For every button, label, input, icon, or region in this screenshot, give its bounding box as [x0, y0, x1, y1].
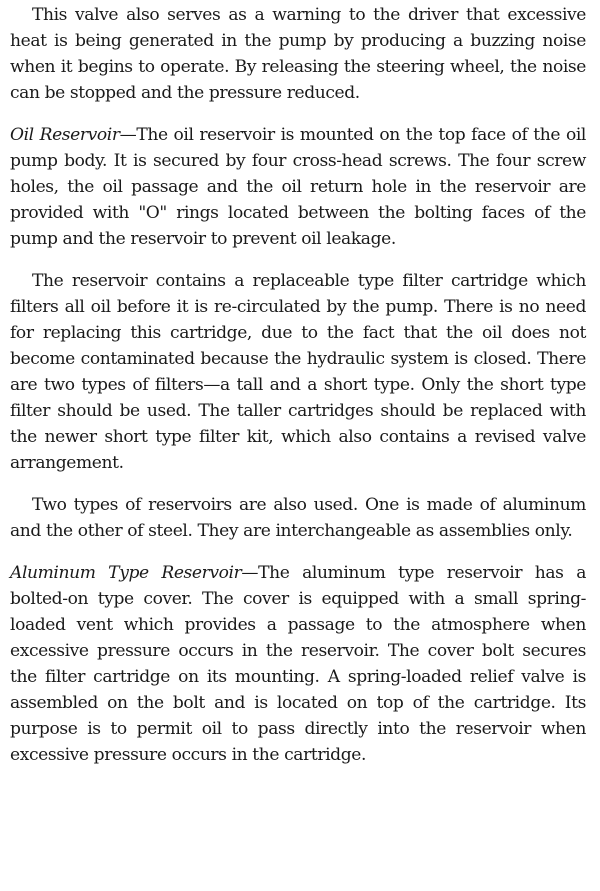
paragraph-text: The reservoir contains a replaceable type filter cartridge which filters all oil before it is re-circulated by the pump. There is no need for replacing this cartridge, due to the fact that the oil does not become contaminated because the hydraulic system is closed. There are two types of filters—a tall and a short type. Only the short type filter should be used. The taller cartridges should be replaced with the newer short type filter kit, which also contains a revised valve arrangement.: [10, 271, 586, 473]
paragraph-valve-warning: [10, 2, 586, 106]
section-heading-oil-reservoir: Oil Reservoir: [10, 125, 120, 145]
section-heading-aluminum-reservoir: Aluminum Type Reservoir: [10, 563, 242, 583]
document-page: [10, 2, 586, 768]
paragraph-oil-reservoir: [10, 122, 586, 252]
paragraph-text: This valve also serves as a warning to the driver that excessive heat is being generated in the pump by producing a buzzing noise when it begins to operate. By releasing the steering wheel, the noise can be stopped and the pressure reduced.: [10, 5, 586, 103]
paragraph-reservoir-types: [10, 492, 586, 544]
paragraph-aluminum-reservoir: [10, 560, 586, 768]
paragraph-text: —The oil reservoir is mounted on the top face of the oil pump body. It is secured by four cross-head screws. The four screw holes, the oil passage and the oil return hole in the reservoir are provided with "O" rings located between the bolting faces of the pump and the reservoir to prevent oil leakage.: [10, 125, 586, 249]
paragraph-text: —The aluminum type reservoir has a bolted-on type cover. The cover is equipped with a small spring-loaded vent which provides a passage to the atmosphere when excessive pressure occurs in the reservoir. The cover bolt secures the filter cartridge on its mounting. A spring-loaded relief valve is assembled on the bolt and is located on top of the cartridge. Its purpose is to permit oil to pass directly into the reservoir when excessive pressure occurs in the cartridge.: [10, 563, 586, 765]
paragraph-text: Two types of reservoirs are also used. One is made of aluminum and the other of steel. They are interchangeable as assemblies only.: [10, 495, 586, 541]
paragraph-filter-cartridge: [10, 268, 586, 476]
